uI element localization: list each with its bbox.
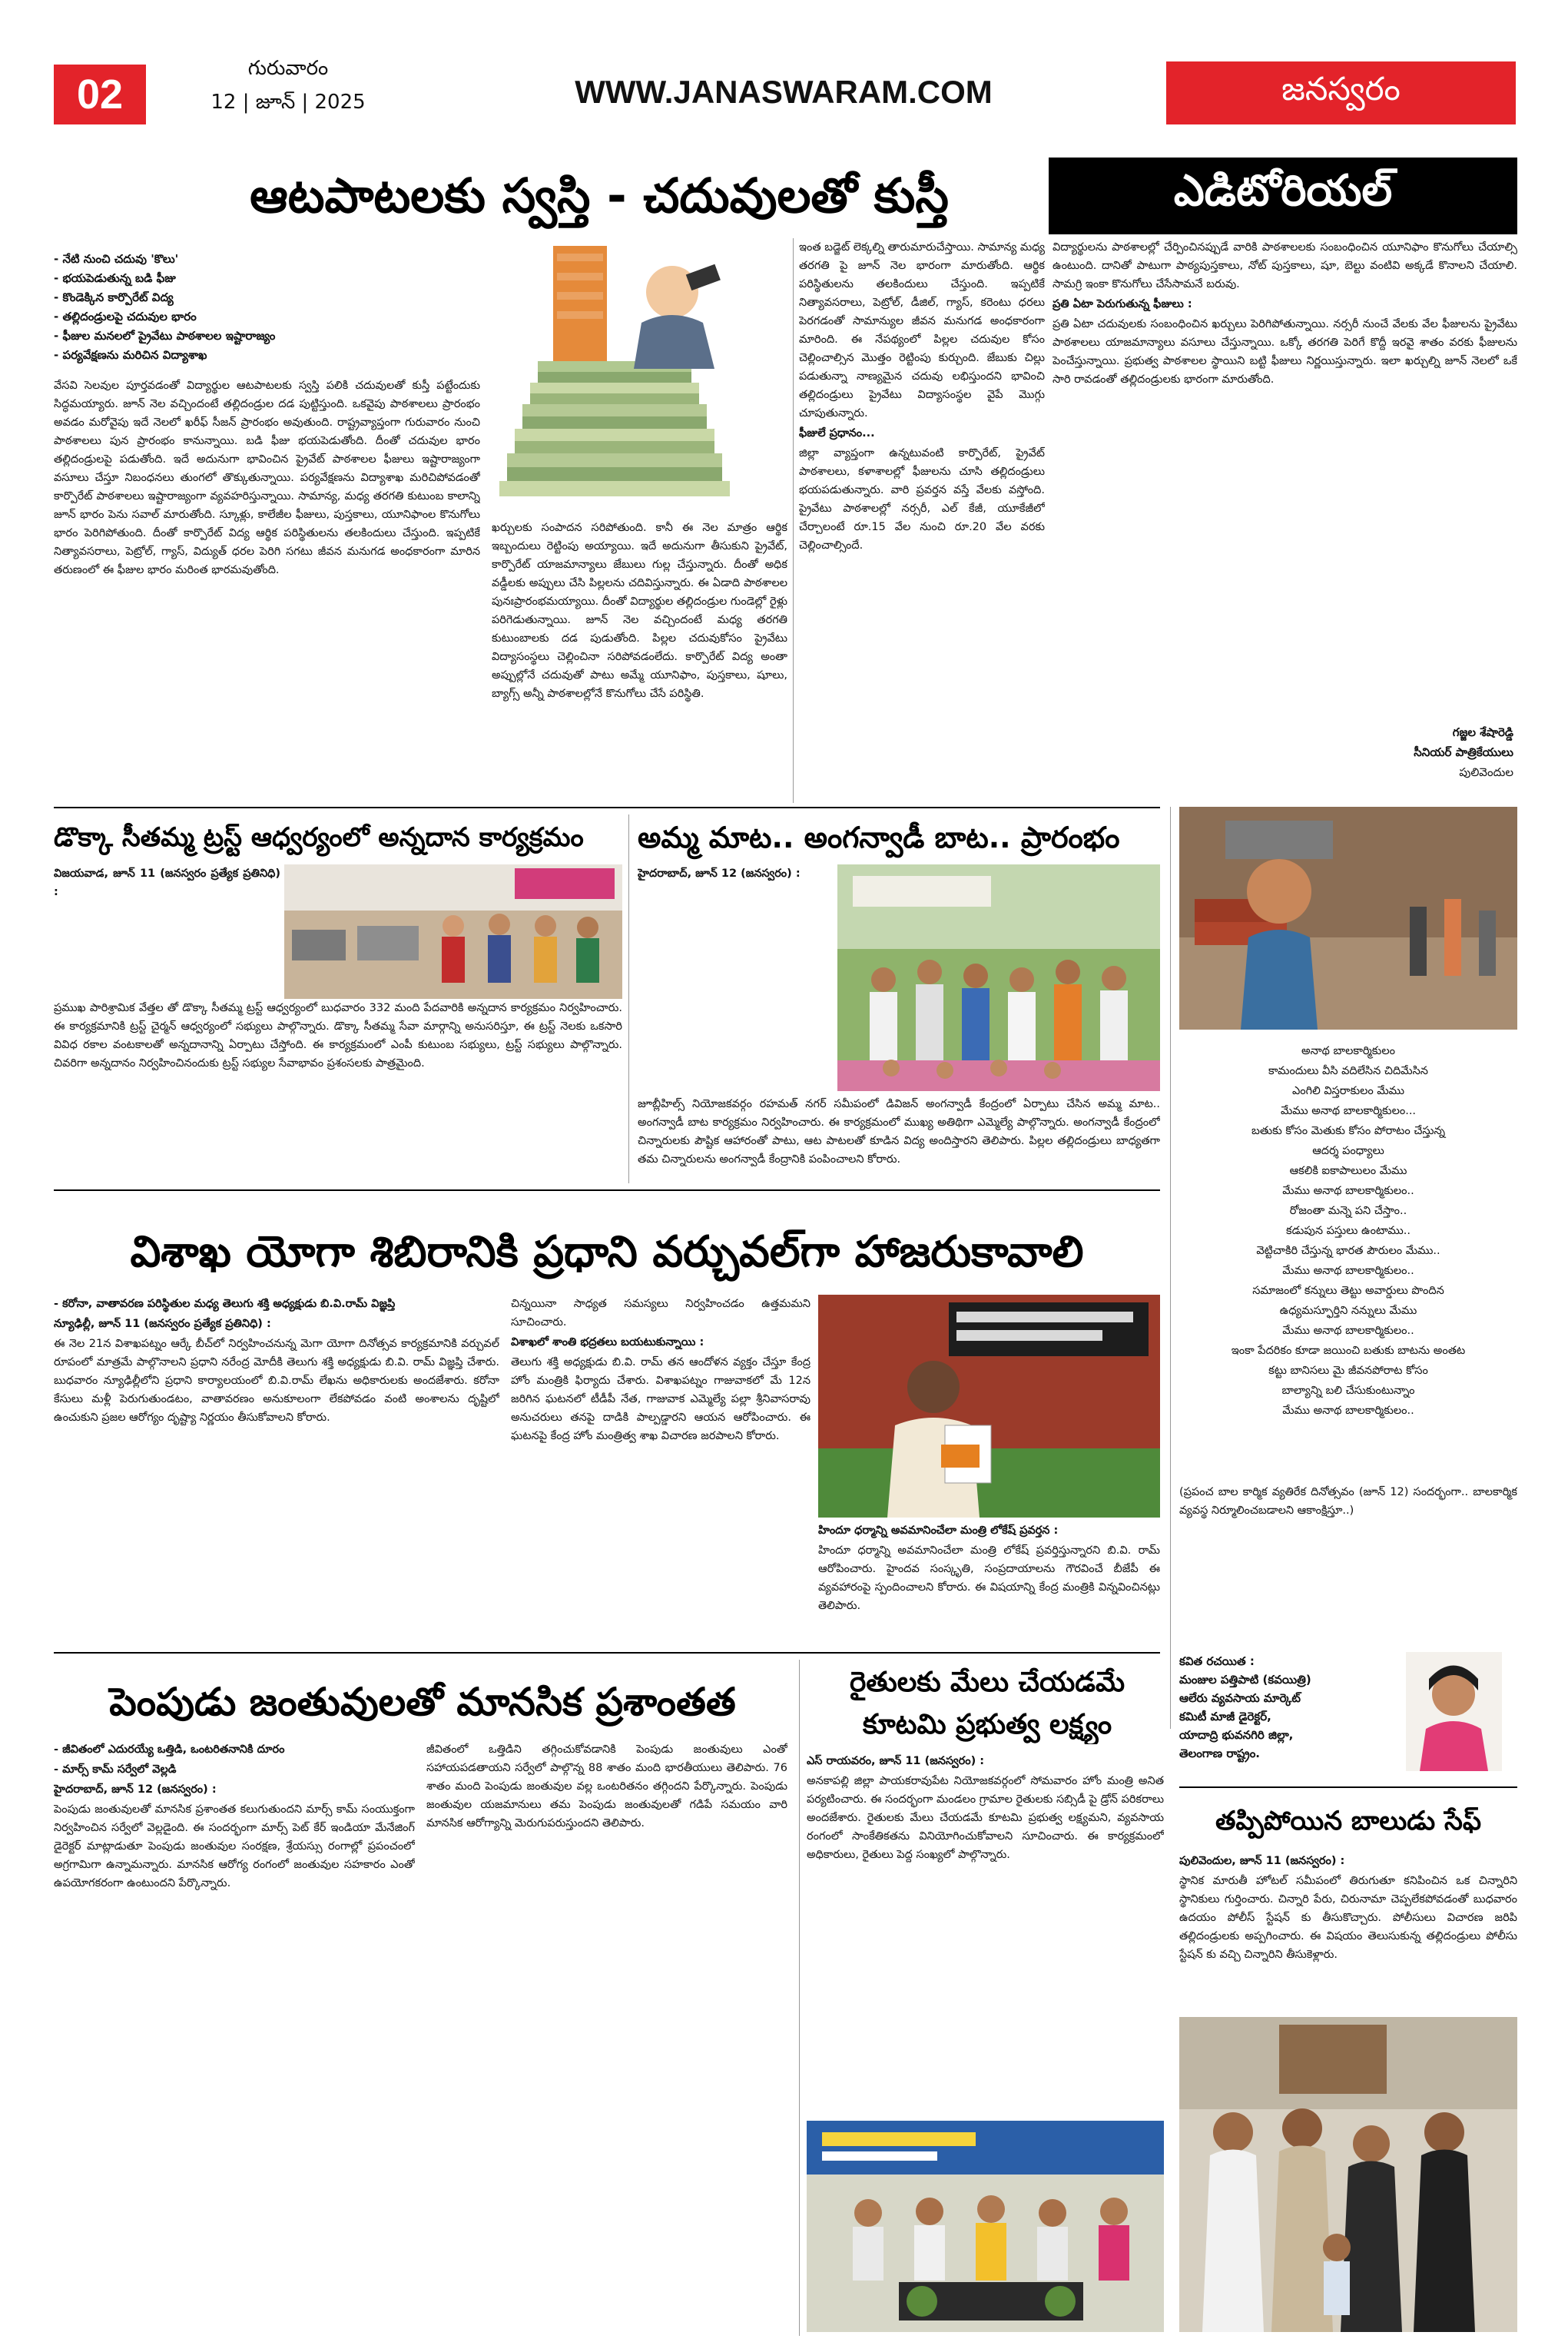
poem-line: బాల్యాన్ని బలి చేసుకుంటున్నాం <box>1281 1385 1415 1397</box>
anganwadi-headline: అమ్మ మాట.. అంగన్వాడీ బాట.. ప్రారంభం <box>638 821 1120 854</box>
pets-column-2 <box>426 1740 787 2332</box>
boy-headline: తప్పిపోయిన బాలుడు సేఫ్ <box>1215 1806 1482 1836</box>
page-number: 02 <box>54 65 146 124</box>
poem-line: మేము అనాథ బాలకార్మికులం... <box>1280 1105 1417 1117</box>
boy-body: స్థానిక మారుతీ హోటల్ సమీపంలో తిరుగుతూ కనిపించిన ఒక చిన్నారిని స్థానికులు గుర్తించారు. చిన్నారి పేరు, చిరునామా చెప్పలేకపోవడంతో బుధవారం ఉదయం పోలీస్ స్టేషన్ కు తీసుకొచ్చారు. పోలీసులు విచారణ జరిపి తల్లిదండ్రులకు అప్పగించారు. ఈ విషయం తెలుసుకున్న తల్లిదండ్రులు పోలీసు స్టేషన్ కు వచ్చి చిన్నారిని తీసుకెళ్లారు. <box>1179 1875 1517 1961</box>
bullet-item: - నేటి నుంచి చదువు 'కొలు' <box>54 252 179 266</box>
lead-illustration <box>484 238 776 515</box>
poem-line: మేము అనాథ బాలకార్మికులం.. <box>1282 1405 1414 1417</box>
pets-bullet: - మార్స్ కామ్ సర్వేలో వెల్లడి <box>54 1763 177 1776</box>
poem-author <box>1179 1652 1402 1775</box>
lead-column-3 <box>799 238 1045 803</box>
poem-line: అనాథ బాలకార్మికులం <box>1301 1045 1395 1057</box>
dateline: ఎస్ రాయవరం, జూన్ 11 (జనస్వరం) : <box>807 1755 985 1767</box>
author-line: యాదాద్రి భువనగిరి జిల్లా, <box>1179 1728 1294 1742</box>
lead-column-4 <box>1053 238 1517 684</box>
bullet-item: - పర్యవేక్షణను మరిచిన విద్యాశాఖ <box>54 348 207 362</box>
bullet-item: - భయపెడుతున్న బడి ఫీజు <box>54 271 176 285</box>
poem-line: మేము అనాథ బాలకార్మికులం.. <box>1282 1185 1414 1197</box>
bullet-item: - కొండెక్కిన కార్పొరేట్ విద్య <box>54 290 174 304</box>
lead-body: ప్రతి ఏటా చదువులకు సంబంధించిన ఖర్చులు పెరిగిపోతున్నాయి. నర్సరీ నుంచే వేలకు వేల ఫీజులను ప్రైవేటు పాఠశాలలు యాజమాన్యాలు వసూలు చేస్తున్నాయి. ఒక్కో తరగతి పెరిగే కొద్దీ ఇరవై శాతం వరకు ఫీజులను పెంచేస్తున్నాయి. ప్రభుత్వ పాఠశాలల స్థాయిని బట్టి ఫీజులు నిర్ణయిస్తున్నారు. ఇలా ఖర్చుల్ని జూన్ నెలలో ఒకే సారి రావడంతో తల్లిదండ్రులకు భారంగా మారుతోంది. <box>1053 318 1517 386</box>
brand-logo: జనస్వరం <box>1166 61 1516 124</box>
child-labour-photo <box>1179 807 1517 1030</box>
issue-date <box>177 57 399 128</box>
yoga-body: హిందూ ధర్మాన్ని అవమానించేలా మంత్రి లోకేష్ ప్రవర్తిస్తున్నారని బి.వి. రామ్ ఆరోపించారు. హైందవ సంస్కృతి, సంప్రదాయాలను గౌరవించే బీజేపీ ఈ వ్యవహారంపై స్పందించాలని కోరారు. ఈ విషయాన్ని కేంద్ర మంత్రికి విన్నవించినట్లు తెలిపారు. <box>818 1544 1160 1612</box>
yoga-subhead: విశాఖలో శాంతి భద్రతలు బయటుకున్నాయి : <box>511 1336 704 1349</box>
lead-column-2 <box>492 519 787 803</box>
farmers-column <box>807 1752 1164 2113</box>
photo-caption: హిందూ ధర్మాన్ని అవమానించేలా మంత్రి లోకేష్ ప్రవర్తన : <box>818 1524 1059 1537</box>
poem-line: కట్టు బానిసలు మై జీవనపోరాట కోసం <box>1268 1365 1428 1377</box>
poem-line: ఇంకా పేదరికం కూడా జయించి బతుకు బాటను అంతట <box>1231 1345 1466 1357</box>
author-label: కవిత రచయిత : <box>1179 1654 1255 1668</box>
yoga-body: ఈ నెల 21న విశాఖపట్నం ఆర్కే బీచ్‌లో నిర్వహించనున్న మెగా యోగా దినోత్సవ కార్యక్రమానికి వర్చువల్ రూపంలో మాత్రమే పాల్గొనాలని ప్రధాని నరేంద్ర మోదీకి తెలుగు శక్తి అధ్యక్షుడు బి.వి. రామ్ విజ్ఞప్తి చేశారు. బుధవారం న్యూఢిల్లీలోని ప్రధాని కార్యాలయంలో బి.వి.రామ్ లేఖను అధికారులకు అందజేశారు. కరోనా కేసులు మళ్లీ పెరుగుతుండటం, వాతావరణం అనుకూలంగా లేకపోవడం వంటి అంశాలను దృష్టిలో ఉంచుకుని ప్రజల ఆరోగ్యం దృష్ట్యా నిర్ణయం తీసుకోవాలని కోరారు. <box>54 1338 499 1424</box>
poem-line: రోజంతా మన్నె పని చేస్తాం.. <box>1289 1205 1407 1217</box>
section-divider <box>54 1652 1160 1654</box>
annadanam-body: ప్రముఖ పారిశ్రామిక వేత్తల తో డొక్కా సీతమ్మ ట్రస్ట్ ఆధ్వర్యంలో బుధవారం 332 మంది పేదవారికి అన్నదాన కార్యక్రమం నిర్వహించారు. ఈ కార్యక్రమానికి ట్రస్ట్ చైర్మన్ ఆధ్వర్యంలో సభ్యులు పాల్గొన్నారు. డొక్కా సీతమ్మ సేవా మార్గాన్ని అనుసరిస్తూ, ఈ ట్రస్ట్ నెలకు ఒకసారి వివిధ రకాల వంటకాలతో అన్నదానాన్ని ఏర్పాటు చేస్తోంది. ఈ కార్యక్రమంలో ఎంపీ కుటుంబ సభ్యులు, ట్రస్ట్ సభ్యులు పాల్గొన్నారు. చివరిగా అన్నదానం నిర్వహించినందుకు ట్రస్ట్ సభ్యుల సేవాభావం ప్రశంసలకు పాత్రమైంది. <box>54 1002 622 1070</box>
yoga-photo <box>818 1295 1160 1518</box>
annadanam-body-wrap <box>54 999 622 1183</box>
author-line: ఆలేరు వ్యవసాయ మార్కెట్ <box>1179 1691 1301 1705</box>
author-line: కమిటీ మాజీ డైరెక్టర్, <box>1179 1710 1271 1723</box>
anganwadi-body-wrap <box>638 1095 1160 1183</box>
lead-subhead: ఫీజులే ప్రధానం... <box>799 427 875 440</box>
weekday: గురువారం <box>247 57 329 80</box>
date: 12 | జూన్ | 2025 <box>211 91 366 114</box>
poem-line: కడుపున పస్తులు ఉంటాము.. <box>1286 1225 1411 1237</box>
lead-bullets <box>54 250 484 373</box>
annadanam-column <box>54 864 280 972</box>
author-role: సీనియర్ పాత్రికేయులు <box>1414 745 1513 759</box>
poem-note-wrap <box>1179 1483 1517 1598</box>
lead-body: వేసవి సెలవుల పూర్తవడంతో విద్యార్థుల ఆటపాటలకు స్వస్తి పలికి చదువులతో కుస్తీ పట్టేందుకు సిద్ధమయ్యారు. జూన్ నెల వచ్చిందంటే తల్లిదండ్రుల దడ పుట్టిస్తుంది. ఒకవైపు పాఠశాలలు ప్రారంభం అవడం మరోవైపు ఇదే నెలలో ఖరీఫ్ సీజన్ ప్రారంభం అవుతుంది. రాష్ట్రవ్యాప్తంగా గురువారం నుంచి పాఠశాలలు పున ప్రారంభం కానున్నాయి. బడి ఫీజు భయపెడుతోంది. దీంతో చదువుల భారం తల్లిదండ్రులపై పడుతోంది. ఇదే అదునుగా భావించిన ప్రైవేట్ పాఠశాలల ఫీజులు ఇష్టారాజ్యంగా వసూలు చేస్తూ నిబంధనలు తుంగలో తొక్కుతున్నాయి. పర్యవేక్షణను విద్యాశాఖ మరిచిపోవడంతో కార్పొరేట్ పాఠశాలలు ఇష్టారాజ్యంగా వ్యవహరిస్తున్నాయి. సామాన్య, మధ్య తరగతి కుటుంబ కాలాన్ని జూన్ భారం పెను సవాల్ మారుతోంది. స్కూళ్లు, కాలేజీల ఫీజులు, పుస్తకాలు, యూనిఫాంల కొనుగోలు భారం పెరిగిపోతుంది. దీంతో కార్పొరేట్ విద్య ఆర్థిక పరిస్థితులను తలకిందులు చేస్తుంది. ఇప్పటికే నిత్యావసరాలు, పెట్రోల్, గ్యాస్, విద్యుత్ ధరల పెరిగి సగటు జీవన మనుగడ అంధకారంగా మారిన తరుణంలో ఈ ఫీజుల భారం మరింత భారమవుతోంది. <box>54 380 480 576</box>
section-divider <box>1179 1786 1517 1788</box>
section-divider <box>54 1189 1160 1191</box>
dateline: న్యూఢిల్లీ, జూన్ 11 (జనస్వరం ప్రత్యేక ప్రతినిధి) : <box>54 1318 271 1330</box>
dateline: హైదరాబాద్, జూన్ 12 (జనస్వరం) : <box>54 1783 217 1796</box>
column-divider <box>799 1660 800 2336</box>
poem-line: బతుకు కోసం మెతుకు కోసం పోరాటం చేస్తున్న <box>1251 1125 1446 1137</box>
dateline: హైదరాబాద్, జూన్ 12 (జనస్వరం) : <box>638 867 801 880</box>
author-line: తెలంగాణ రాష్ట్రం. <box>1179 1747 1261 1760</box>
poem-line: మేము అనాథ బాలకార్మికులం.. <box>1282 1325 1414 1337</box>
farmers-headline-1: రైతులకు మేలు చేయడమే <box>849 1667 1125 1698</box>
author-photo <box>1406 1652 1502 1771</box>
column-divider <box>793 238 794 803</box>
pets-headline: పెంపుడు జంతువులతో మానసిక ప్రశాంతత <box>109 1680 736 1724</box>
poem-line: ఎంగిలి విస్తరాకులం మేము <box>1291 1085 1405 1097</box>
lead-byline <box>1229 722 1513 799</box>
anganwadi-photo <box>837 864 1160 1091</box>
pets-body: జీవితంలో ఒత్తిడిని తగ్గించుకోవడానికి పెంపుడు జంతువులు ఎంతో సహాయపడతాయని సర్వేలో పాల్గొన్న 88 శాతం మంది భారతీయులు తెలిపారు. 76 శాతం మంది పెంపుడు జంతువుల వల్ల ఒంటరితనం తగ్గిందని పేర్కొన్నారు. పెంపుడు జంతువుల యజమానులు తమ పెంపుడు జంతువులతో గడిపే సమయం వారి మానసిక ఆరోగ్యాన్ని మెరుగుపరుస్తుందని తెలిపారు. <box>426 1743 787 1830</box>
lead-body: ఖర్చులకు సంపాదన సరిపోతుంది. కానీ ఈ నెల మాత్రం ఆర్థిక ఇబ్బందులు రెట్టింపు అయ్యాయి. ఇదే అదునుగా తీసుకుని ప్రైవేట్, కార్పొరేట్ యాజమాన్యాలు జేబులు గుల్ల చేస్తున్నారు. దీంతో అధిక వడ్డీలకు అప్పులు చేసి పిల్లలను చదివిస్తున్నారు. ఈ ఏడాది పాఠశాలల పునఃప్రారంభమయ్యాయి. దీంతో విద్యార్థుల తల్లిదండ్రుల గుండెల్లో రైళ్లు పరిగెడుతున్నాయి. జూన్ నెల వచ్చిందంటే మధ్య తరగతి కుటుంబాలకు దడ పుడుతోంది. పిల్లల చదువుకోసం ప్రైవేటు విద్యాసంస్థలు చెల్లించినా సరిపోవడంలేదు. కార్పొరేట్ విద్య అంతా అప్పుల్లోనే చదువుతో పాటు అమ్మే యూనిఫాం, పుస్తకాలు, షూలు, బ్యాగ్స్ అన్నీ పాఠశాలల్లోనే కొనుగోలు చేసే పరిస్థితి. <box>492 522 787 700</box>
farmers-body: అనకాపల్లి జిల్లా పాయకరావుపేట నియోజకవర్గంలో సోమవారం హోం మంత్రి అనిత పర్యటించారు. ఈ సందర్భంగా మండలం గ్రామాల రైతులకు సబ్సిడీ పై డ్రోన్ పరికరాలు అందజేశారు. రైతులకు మేలు చేయడమే కూటమి ప్రభుత్వ లక్ష్యమని, వ్యవసాయ రంగంలో సాంకేతికతను వినియోగించుకోవాలని సూచించారు. ఈ కార్యక్రమంలో అధికారులు, రైతులు పెద్ద సంఖ్యలో పాల్గొన్నారు. <box>807 1775 1164 1861</box>
poem-line: ఉధ్యమస్ఫూర్తిని నన్నులు మేము <box>1279 1305 1417 1317</box>
boy-photo <box>1179 2017 1517 2332</box>
dateline: పులివెందుల, జూన్ 11 (జనస్వరం) : <box>1179 1855 1345 1867</box>
poem <box>1179 1041 1517 1471</box>
column-divider <box>1170 807 1171 1729</box>
poem-note: (ప్రపంచ బాల కార్మిక వ్యతిరేక దినోత్సవం (జూన్ 12) సందర్భంగా.. బాలకార్మిక వ్యవస్థ నిర్మూలించబడాలని ఆకాంక్షిస్తూ..) <box>1179 1486 1517 1517</box>
lead-subhead: ప్రతి ఏటా పెరుగుతున్న ఫీజులు : <box>1053 298 1192 310</box>
bullet-item: - ఫీజుల మనలలో ప్రైవేటు పాఠశాలల ఇష్టారాజ్యం <box>54 329 276 343</box>
section-divider <box>54 807 1160 808</box>
column-divider <box>628 814 629 1183</box>
author-line: మంజుల పత్తిపాటి (కవయిత్రి) <box>1179 1673 1311 1687</box>
anganwadi-body: జూబ్లీహిల్స్ నియోజకవర్గం రహమత్ నగర్ సమీపంలో డివిజన్ అంగన్వాడీ కేంద్రంలో ఏర్పాటు చేసిన అమ్మ మాట.. అంగన్వాడీ బాట కార్యక్రమం నిర్వహించారు. ఈ కార్యక్రమంలో ముఖ్య అతిథిగా ఎమ్మెల్యే పాల్గొన్నారు. అంగన్వాడీ కేంద్రంలో చిన్నారులకు పౌష్టిక ఆహారంతో పాటు, ఆట పాటలతో కూడిన విద్య అందిస్తారని తెలిపారు. పిల్లల తల్లిదండ్రులు బాధ్యతగా తమ చిన్నారులను అంగన్వాడీ కేంద్రానికి పంపించాలని కోరారు. <box>638 1098 1160 1166</box>
poem-line: సమాజంలో కన్నులు తెట్టు అవార్డులు పొందిన <box>1252 1285 1444 1297</box>
bullet-item: - తల్లిదండ్రులపై చదువుల భారం <box>54 310 197 323</box>
yoga-body: తెలుగు శక్తి అధ్యక్షుడు బి.వి. రామ్ తన ఆందోళన వ్యక్తం చేస్తూ కేంద్ర హోం మంత్రికి ఫిర్యాదు చేశారు. విశాఖపట్నం గాజువాకలో మే 12న జరిగిన ఘటనలో టీడీపీ నేత, గాజువాక ఎమ్మెల్యే పల్లా శ్రీనివాసరావు అనుచరులు తనపై దాడికి పాల్పడ్డారని ఆయన ఆరోపించారు. ఈ ఘటనపై కేంద్ర హోం మంత్రిత్వ శాఖ విచారణ జరపాలని కోరారు. <box>511 1356 811 1442</box>
farmers-headline-2: కూటమి ప్రభుత్వ లక్ష్యం <box>862 1709 1112 1740</box>
site-url[interactable]: WWW.JANASWARAM.COM <box>575 74 993 110</box>
lead-column-1 <box>54 377 480 803</box>
annadanam-headline: డొక్కా సీతమ్మ ట్రస్ట్ ఆధ్వర్యంలో అన్నదాన కార్యక్రమం <box>54 822 584 853</box>
annadanam-photo <box>284 864 622 999</box>
poem-line: ఆకలికి ఐకాపాలులం మేము <box>1289 1165 1407 1177</box>
lead-body: జిల్లా వ్యాప్తంగా ఉన్నటువంటి కార్పొరేట్, ప్రైవేట్ పాఠశాలలు, కళాశాలల్లో ఫీజులను చూసి తల్లిదండ్రులు భయపడుతున్నారు. వారి ప్రవర్తన వస్తే వేలకు వస్తోంది. ప్రైవేటు పాఠశాలల్లో నర్సరీ, ఎల్ కేజీ, యూకేజీలో చేర్చాలంటే రూ.15 వేల నుంచి రూ.20 వేల వరకు చెల్లించాల్సిందే. <box>799 447 1045 552</box>
yoga-bullet: - కరోనా, వాతావరణ పరిస్థితుల మధ్య తెలుగు శక్తి అధ్యక్షుడు బి.వి.రామ్ విజ్ఞప్తి <box>54 1298 396 1310</box>
pets-bullet: - జీవితంలో ఎదురయ్యే ఒత్తిడి, ఒంటరితనానికి దూరం <box>54 1743 285 1756</box>
poem-line: మేము అనాథ బాలకార్మికులం.. <box>1282 1265 1414 1277</box>
yoga-column-3 <box>818 1521 1160 1648</box>
poem-line: వెట్టిచాకిరి చేస్తున్న భారత పౌరులం మేము.. <box>1256 1245 1440 1257</box>
lead-body: విద్యార్థులను పాఠశాలల్లో చేర్పించినప్పుడే వారికి పాఠశాలలకు సంబంధించిన యూనిఫాం కొనుగోలు చేయాల్సి ఉంటుంది. దానితో పాటుగా పాఠ్యపుస్తకాలు, నోట్ పుస్తకాలు, షూ, బెల్టు వంటివి అక్కడే కొనాలని చేయాలి. సామగ్రి ఇంకా కొనుగోలు చేసేసామనే బరువు. <box>1053 241 1517 290</box>
lead-body: ఇంత బడ్జెట్ లెక్కల్ని తారుమారుచేస్తాయి. సామాన్య మధ్య తరగతి పై జూన్ నెల భారంగా మారుతోంది. ఆర్థిక పరిస్థితులను తలకిందులు చేస్తుంది. ఇప్పటికే నిత్యావసరాలు, పెట్రోల్, డీజిల్, గ్యాస్, కరెంటు ధరలు పెరగడంతో సామాన్యుల జీవన మనుగడ అంధకారంగా మారింది. ఈ నేపథ్యంలో పిల్లల చదువుల కోసం చెల్లించాల్సిన మొత్తం రెట్టింపు కుర్చుంది. జేబుకు చిల్లు పడుతున్నా నాణ్యమైన చదువు లభిస్తుందని భావించి తల్లిదండ్రులు ప్రైవేటు విద్యాసంస్థల వైపే మొగ్గు చూపుతున్నారు. <box>799 241 1045 420</box>
editorial-tag: ఎడిటోరియల్ <box>1049 158 1517 234</box>
pets-column-1 <box>54 1740 415 2332</box>
poem-line: ఆదర్శ పంధ్యాలు <box>1312 1145 1384 1157</box>
anganwadi-column <box>638 864 830 1095</box>
author-name: గజ్జల శేషారెడ్డి <box>1452 725 1513 739</box>
boy-column <box>1179 1852 1517 2013</box>
yoga-headline: విశాఖ యోగా శిబిరానికి ప్రధాని వర్చువల్‌గా హాజరుకావాలి <box>130 1227 1084 1277</box>
farmers-photo <box>807 2121 1164 2332</box>
lead-headline: ఆటపాటలకు స్వస్తి - చదువులతో కుస్తీ <box>250 168 949 224</box>
dateline: విజయవాడ, జూన్ 11 (జనస్వరం ప్రత్యేక ప్రతినిధి) : <box>54 867 280 898</box>
yoga-column-1 <box>54 1295 499 1648</box>
pets-body: పెంపుడు జంతువులతో మానసిక ప్రశాంతత కలుగుతుందని మార్స్ కామ్ సంయుక్తంగా నిర్వహించిన సర్వేలో వెల్లడైంది. ఈ సందర్భంగా మార్స్ పెట్ కేర్ ఇండియా మేనేజింగ్ డైరెక్టర్ మాట్లాడుతూ పెంపుడు జంతువుల సంరక్షణ, శ్రేయస్సు రంగాల్లో ప్రపంచంలో అగ్రగామిగా ఉన్నామన్నారు. మానసిక ఆరోగ్య రంగంలో జంతువుల సహకారం ఎంతో ఉపయోగకరంగా ఉంటుందని పేర్కొన్నారు. <box>54 1803 415 1889</box>
yoga-column-2 <box>511 1295 811 1648</box>
poem-line: కామందులు వీసి వదిలేసిన చిదిమేసిన <box>1268 1065 1428 1077</box>
yoga-body: చిన్నయినా సాధ్యత సమస్యలు నిర్వహించడం ఉత్తమమని సూచించారు. <box>511 1298 811 1329</box>
author-place: పులివెందుల <box>1459 765 1513 779</box>
